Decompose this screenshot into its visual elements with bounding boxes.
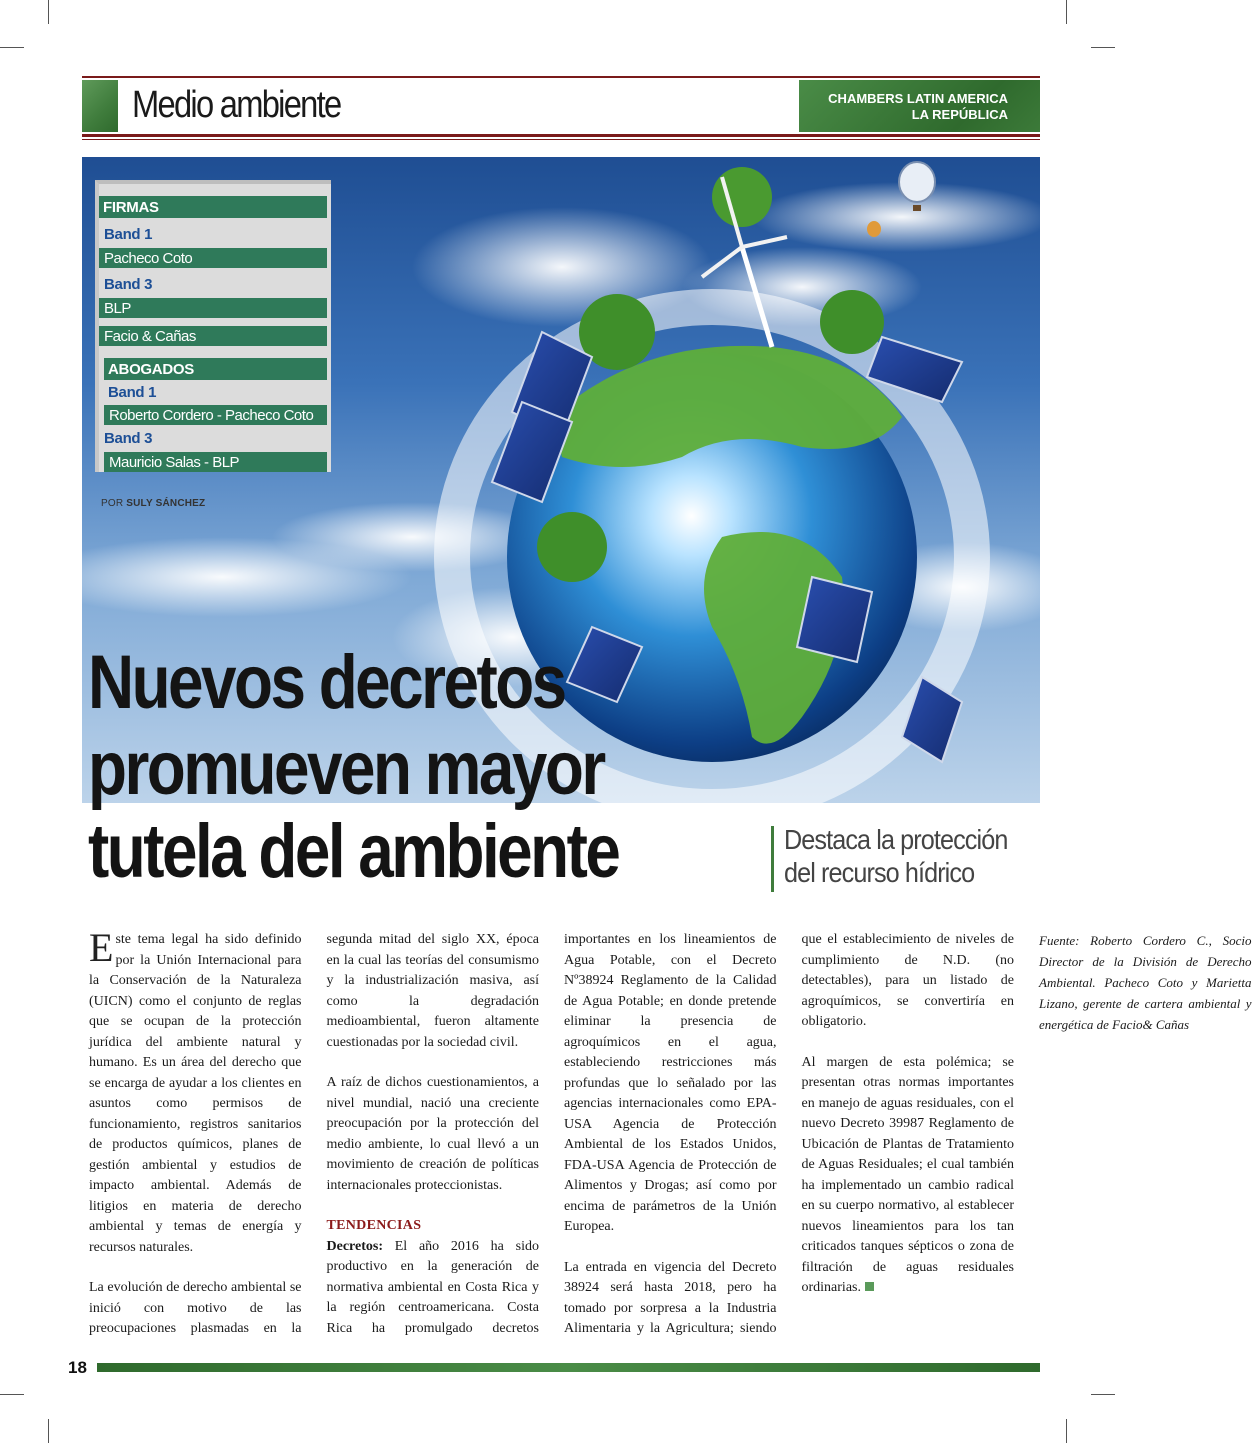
drop-cap: E — [89, 925, 114, 970]
tendencias-heading: TENDENCIAS — [326, 1218, 422, 1233]
firmas-band-3-item: Facio & Cañas — [99, 326, 327, 346]
header-rule-top — [82, 76, 1040, 78]
section-title: Medio ambiente — [132, 84, 341, 126]
footer-bar — [97, 1363, 1040, 1372]
firmas-band-3-label: Band 3 — [104, 276, 153, 293]
publication-badge — [799, 80, 1040, 132]
tree-canopy — [712, 167, 772, 227]
article-paragraph — [89, 925, 302, 1258]
abogados-band-3-label: Band 3 — [104, 430, 153, 447]
crop-mark — [1066, 1419, 1067, 1443]
abogados-heading: ABOGADOS — [104, 358, 327, 380]
crop-mark — [0, 1394, 24, 1395]
subtitle-line-2: del recurso hídrico — [784, 857, 975, 888]
crop-mark — [48, 0, 49, 24]
byline-author: SULY SÁNCHEZ — [126, 498, 206, 509]
firmas-heading: FIRMAS — [99, 196, 327, 218]
balloon-basket — [913, 205, 921, 211]
solar-panel — [867, 337, 962, 402]
headline-line-2: promueven mayor — [88, 726, 604, 811]
hot-air-balloon-small — [867, 221, 881, 237]
article-body — [89, 925, 1252, 1340]
abogados-band-1-label: Band 1 — [108, 384, 157, 401]
paragraph-text: El año 2016 ha sido productivo en la generación de normativa ambiental en Costa Rica y la región centroamericana. Costa Rica ha promulgado decretos importantes en los lineamientos de Agua Potable, con el Decreto Nº38924 Reglamento de la Calidad de Agua Potable; en donde pretende eliminar la presencia de agroquímicos en el agua, estableciendo restricciones más profundas que lo señalado por las agencias internacionales como EPA-USA Agencia de Protección Ambiental de los Estados Unidos, FDA-USA Agencia de Protección de Alimentos y Drogas; así como por encima de parámetros de la Unión Europea. — [326, 932, 777, 1336]
byline-prefix: POR — [101, 498, 124, 509]
publication-name: CHAMBERS LATIN AMERICA — [828, 91, 1008, 106]
article-source: Fuente: Roberto Cordero C., Socio Director de la División de Derecho Ambiental. Pacheco Coto y Marietta Lizano, gerente de cartera ambiental y energética de Facio& Cañas — [1039, 933, 1252, 1032]
subtitle-divider — [771, 826, 774, 892]
firmas-band-3-item: BLP — [99, 298, 327, 318]
header-accent-square — [82, 80, 118, 132]
header-rule-bottom-thin — [82, 139, 1040, 140]
publication-partner: LA REPÚBLICA — [911, 107, 1008, 122]
article-paragraph: La evolución de derecho ambiental se inició con motivo de las preocupaciones plasmadas en la segunda mitad del siglo XX, época en la cual las teorías del consumismo y la industrialización masiva, así como la degradación medioambiental, fueron altamente cuestionadas por la sociedad civil. — [89, 932, 539, 1336]
page-number: 18 — [68, 1358, 87, 1377]
headline-line-3: tutela del ambiente — [88, 809, 619, 894]
tree-canopy — [820, 290, 884, 354]
paragraph-lead: Decretos: — [326, 1238, 383, 1254]
rankings-box — [95, 180, 331, 472]
firmas-band-1-item: Pacheco Coto — [99, 248, 327, 268]
header-rule-bottom — [82, 134, 1040, 137]
crop-mark — [48, 1419, 49, 1443]
crop-mark — [1091, 47, 1115, 48]
solar-panel — [797, 577, 872, 662]
crop-mark — [1091, 1394, 1115, 1395]
subtitle-line-1: Destaca la protección — [784, 824, 1008, 855]
abogados-band-1-item: Roberto Cordero - Pacheco Coto — [104, 405, 327, 425]
headline-line-1: Nuevos decretos — [88, 640, 565, 725]
crop-mark — [0, 47, 24, 48]
wind-turbine-blade — [742, 237, 787, 247]
firmas-band-1-label: Band 1 — [104, 226, 153, 243]
paragraph-text: Al margen de esta polémica; se presentan otras normas importantes en manejo de aguas residuales, con el nuevo Decreto 39987 Reglamento de Ubicación de Plantas de Tratamiento de Aguas Residuales; el cual también ha implementado un cambio radical en su cuerpo normativo, al establecer nuevos lineamientos para los tan criticados tanques sépticos o zona de filtración de aguas residuales ordinarias. — [801, 1054, 1014, 1295]
abogados-band-3-item: Mauricio Salas - BLP — [104, 452, 327, 472]
end-mark-square — [865, 1282, 874, 1291]
article-paragraph: A raíz de dichos cuestionamientos, a nivel mundial, nació una creciente preocupación por la protección del medio ambiente, lo cual llevó a un movimiento de creación de políticas internacionales proteccionistas. — [326, 1075, 539, 1193]
article-paragraph — [802, 1053, 1015, 1299]
article-paragraph: La entrada en vigencia del Decreto 38924 será hasta 2018, pero ha tomado por sorpresa a la Industria Alimentaria y la Agricultura; siendo que el establecimiento de niveles de cumplimiento de N.D. (no detectables), para un listado de agroquímicos, se convertiría en obligatorio. — [564, 932, 1014, 1336]
subtitle — [784, 823, 1007, 889]
hot-air-balloon — [899, 162, 935, 202]
paragraph-text: ste tema legal ha sido definido por la Unión Internacional para la Conservación de la Naturaleza (UICN) como el conjunto de reglas que se ocupan de la protección jurídica del ambiente natural y humano. Es un área del derecho que se encarga de ayudar a los clientes en asuntos como permisos de funcionamiento, registros sanitarios de productos químicos, planes de gestión ambiental y estudios de impacto ambiental. Además de litigios en materia de derecho ambiental y temas de energía y recursos naturales. — [89, 932, 302, 1255]
tree-canopy — [537, 512, 607, 582]
crop-mark — [1066, 0, 1067, 24]
byline — [101, 498, 205, 509]
